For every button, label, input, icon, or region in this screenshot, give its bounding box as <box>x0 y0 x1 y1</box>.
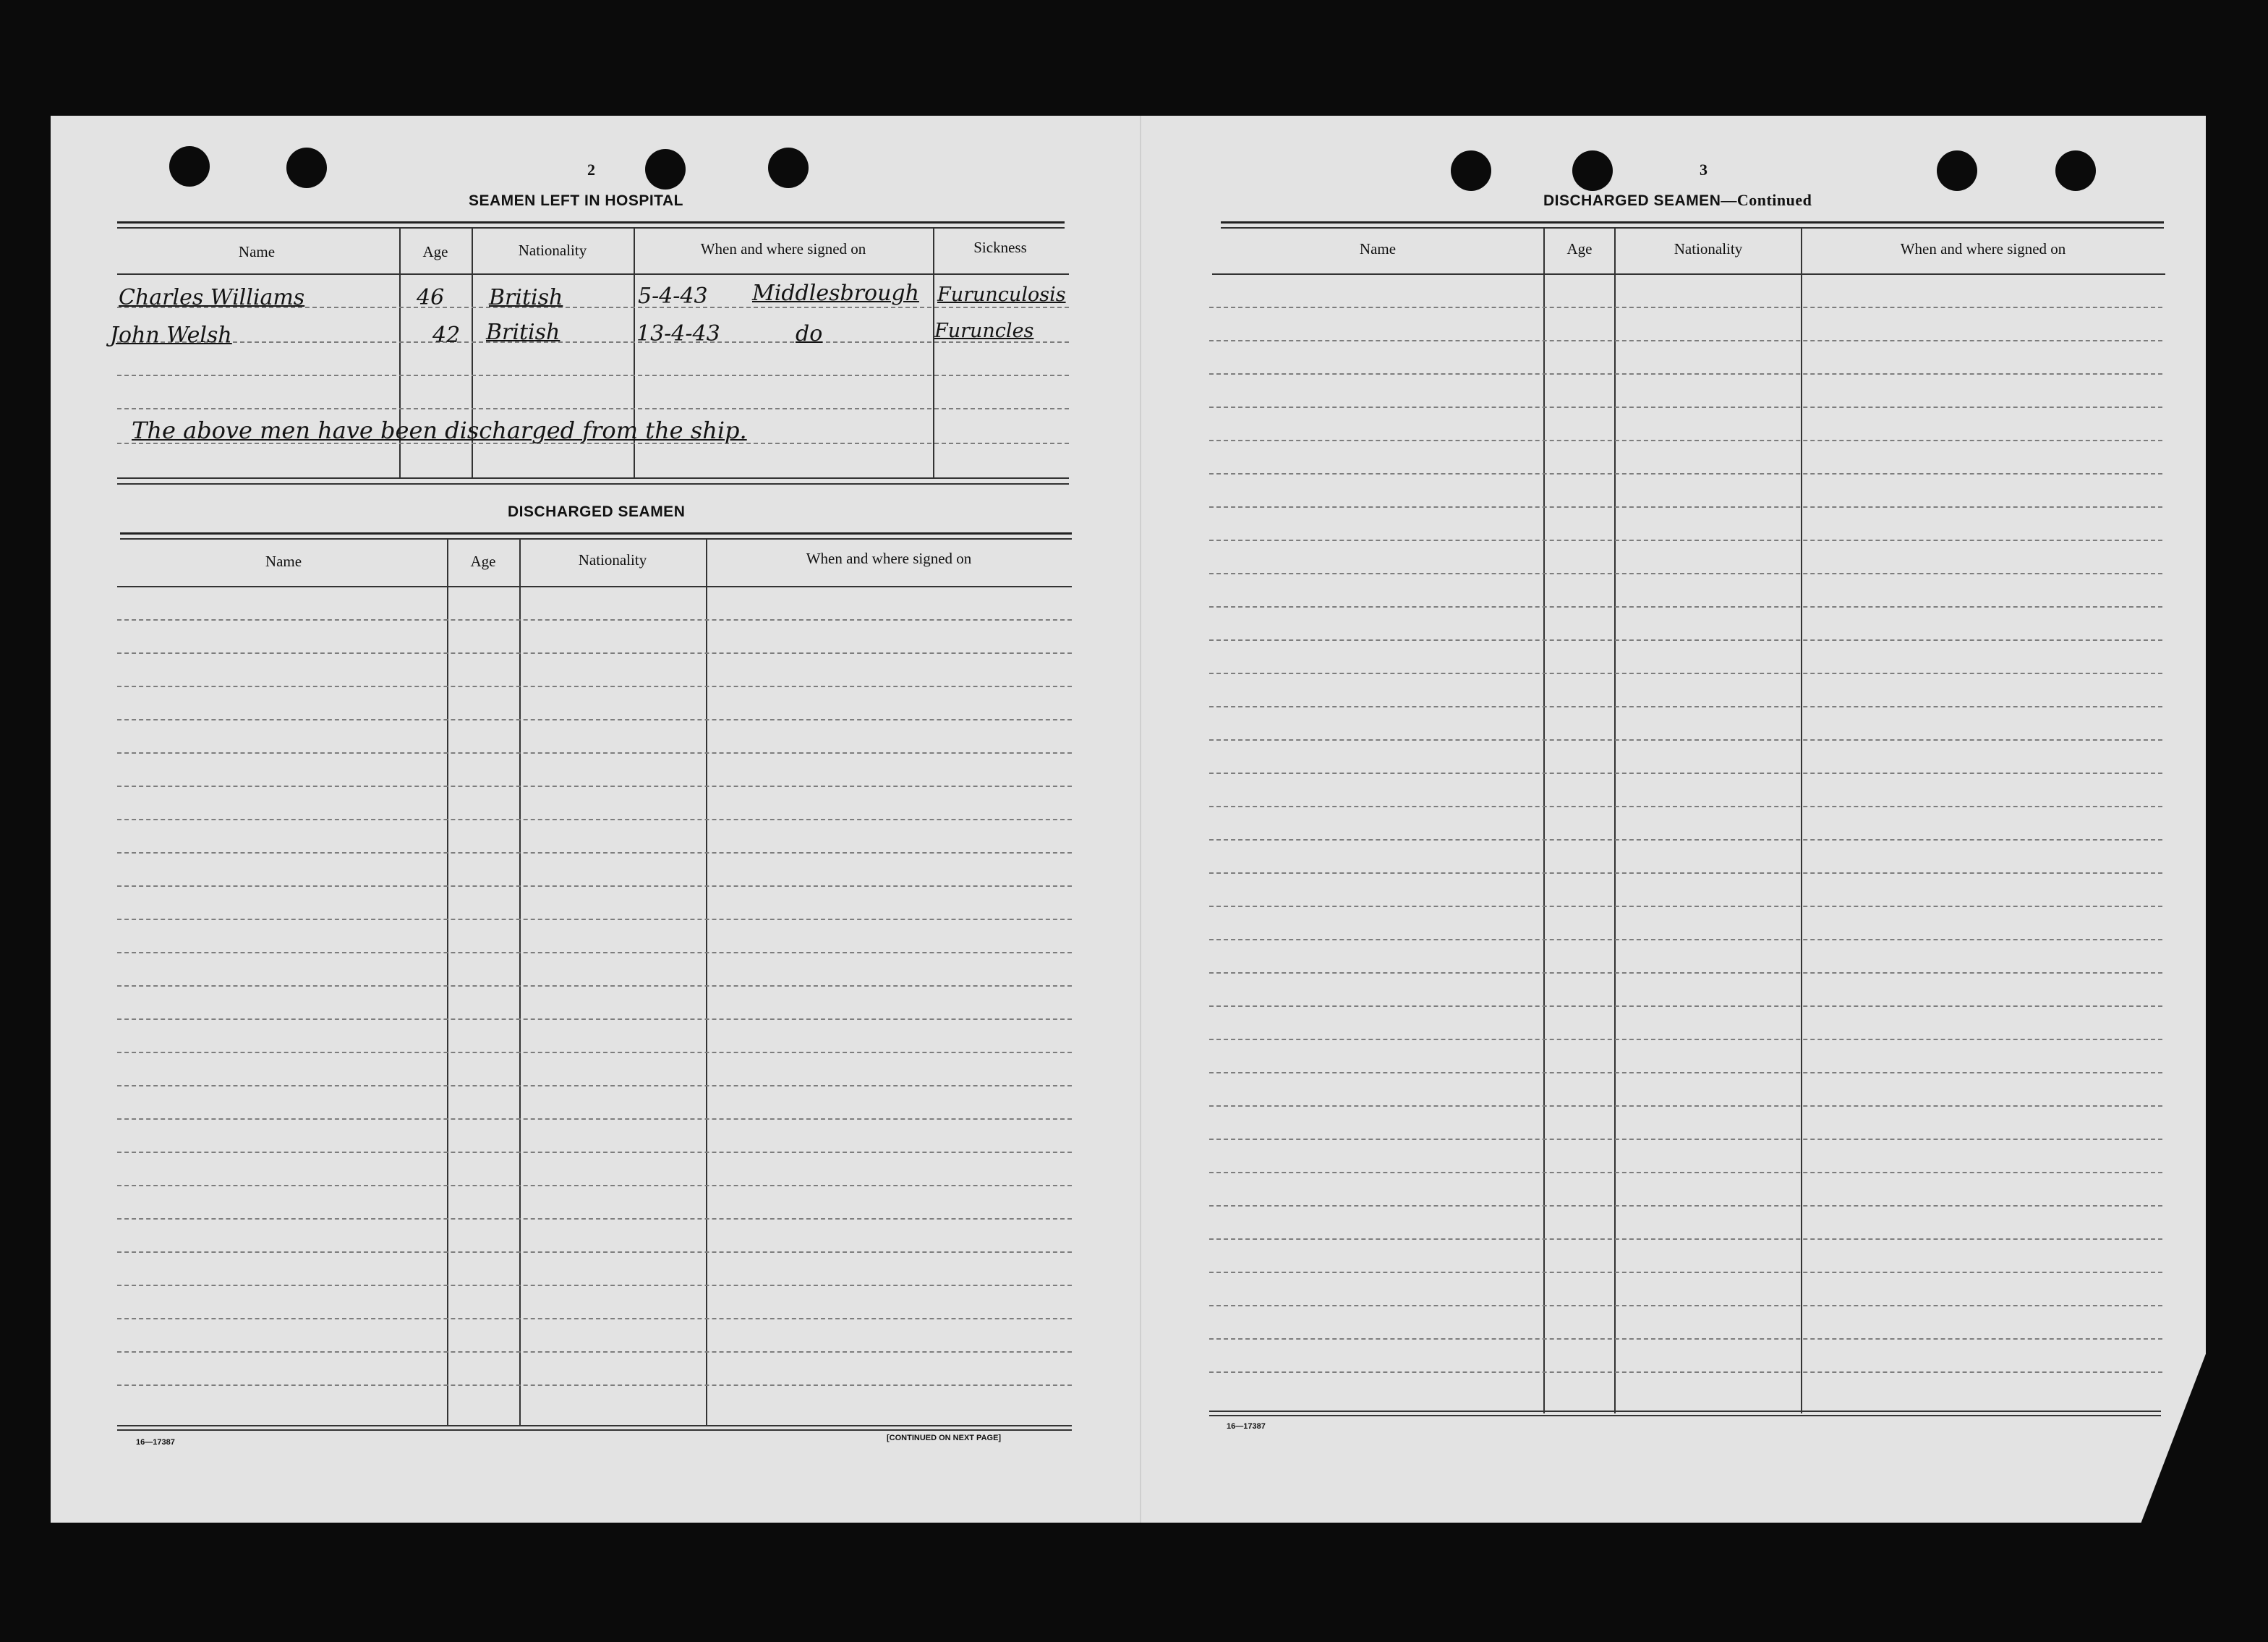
ruled-line <box>117 1384 1072 1386</box>
ruled-line <box>117 1251 1072 1253</box>
discharged-col-divider <box>706 540 707 1426</box>
ruled-line <box>117 952 1072 953</box>
hospital-table-bottom-rule <box>117 483 1069 485</box>
ruled-line <box>1209 1238 2162 1240</box>
right-table-bottom-rule <box>1209 1415 2161 1416</box>
hospital-col-nationality: Nationality <box>518 242 587 259</box>
left-form-number: 16—17387 <box>136 1438 175 1447</box>
ruled-line <box>1209 340 2162 341</box>
right-col-nationality: Nationality <box>1674 240 1743 258</box>
hospital-entry-name: Charles Williams <box>119 285 305 310</box>
hospital-header-rule <box>117 273 1069 275</box>
hospital-entry-nationality: British <box>486 320 560 345</box>
ruled-line <box>117 1318 1072 1319</box>
ruled-line <box>1209 1072 2162 1073</box>
punch-hole <box>768 148 809 188</box>
punch-hole <box>1451 150 1491 191</box>
hospital-col-sickness: Sickness <box>973 239 1027 256</box>
discharged-table-top-rule <box>120 538 1072 540</box>
ruled-line <box>1209 1272 2162 1273</box>
right-col-name: Name <box>1359 240 1397 258</box>
discharged-table-top-rule <box>120 532 1072 535</box>
ruled-line <box>1209 440 2162 441</box>
ruled-line <box>117 686 1072 687</box>
ruled-line <box>1209 773 2162 774</box>
ruled-line <box>117 985 1072 987</box>
punch-hole <box>2055 150 2096 191</box>
right-title-continued: —Continued <box>1721 191 1812 209</box>
ruled-line <box>117 1351 1072 1353</box>
ruled-line <box>117 852 1072 854</box>
punch-hole <box>169 146 210 187</box>
discharged-col-divider <box>519 540 521 1426</box>
ruled-line <box>117 719 1072 720</box>
hospital-table-bottom-rule <box>117 477 1069 479</box>
punch-hole <box>1937 150 1977 191</box>
right-col-signed-on: When and where signed on <box>1900 240 2066 258</box>
ruled-line <box>1209 806 2162 807</box>
ruled-line <box>1209 1338 2162 1340</box>
ruled-line <box>1209 407 2162 408</box>
hospital-entry-sickness: Furuncles <box>934 320 1034 342</box>
ruled-line <box>1209 1172 2162 1173</box>
punch-hole <box>286 148 327 188</box>
ruled-line <box>1209 1305 2162 1306</box>
ruled-line <box>117 1218 1072 1220</box>
ruled-line <box>1209 673 2162 674</box>
ruled-line <box>117 1118 1072 1120</box>
ruled-line <box>117 408 1069 409</box>
ruled-line <box>1209 839 2162 841</box>
ruled-line <box>1209 906 2162 907</box>
hospital-col-name: Name <box>238 243 276 260</box>
right-table-bottom-rule <box>1209 1411 2161 1412</box>
ruled-line <box>1209 1371 2162 1373</box>
right-header-rule <box>1212 273 2165 275</box>
discharged-col-name: Name <box>265 553 302 570</box>
ruled-line <box>117 619 1072 621</box>
ruled-line <box>1209 606 2162 608</box>
hospital-entry-sickness: Furunculosis <box>937 284 1066 306</box>
discharged-col-nationality: Nationality <box>578 551 647 569</box>
ruled-line <box>117 341 1069 343</box>
ruled-line <box>117 752 1072 754</box>
hospital-col-divider <box>933 229 934 477</box>
hospital-entry-date: 13-4-43 <box>636 321 720 346</box>
ruled-line <box>117 786 1072 787</box>
ruled-line <box>1209 506 2162 508</box>
right-page-number: 3 <box>1700 161 1708 179</box>
ruled-line <box>1209 872 2162 874</box>
ruled-line <box>117 1018 1072 1020</box>
ruled-line <box>117 652 1072 654</box>
hospital-entry-nationality: British <box>489 285 563 310</box>
hospital-table-top-rule <box>117 227 1065 229</box>
discharged-table-bottom-rule <box>117 1429 1072 1431</box>
ruled-line <box>1209 1005 2162 1007</box>
ruled-line <box>117 885 1072 887</box>
ruled-line <box>1209 473 2162 475</box>
ruled-line <box>117 1085 1072 1086</box>
right-col-age: Age <box>1566 240 1593 258</box>
right-table-top-rule <box>1221 221 2164 224</box>
right-table-top-rule <box>1221 227 2164 229</box>
hospital-col-age: Age <box>422 243 448 260</box>
hospital-entry-name: John Welsh <box>110 323 232 348</box>
ruled-line <box>1209 1039 2162 1040</box>
discharged-col-signed-on: When and where signed on <box>806 550 972 567</box>
left-page-number: 2 <box>587 161 595 179</box>
ruled-line <box>1209 540 2162 541</box>
hospital-entry-date: 5-4-43 <box>638 284 708 309</box>
hospital-entry-age: 46 <box>417 285 445 310</box>
hospital-discharge-note: The above men have been discharged from the ship. <box>132 417 747 444</box>
hospital-entry-place: do <box>796 321 823 346</box>
punch-hole <box>645 149 686 190</box>
discharged-col-divider <box>447 540 448 1426</box>
ruled-line <box>117 819 1072 820</box>
ruled-line <box>1209 739 2162 741</box>
ruled-line <box>1209 1205 2162 1207</box>
ruled-line <box>1209 939 2162 940</box>
right-section-title <box>1543 191 1812 210</box>
ruled-line <box>117 919 1072 920</box>
ruled-line <box>1209 307 2162 308</box>
discharged-col-age: Age <box>470 553 496 570</box>
ruled-line <box>1209 706 2162 707</box>
hospital-entry-place: Middlesbrough <box>752 281 919 306</box>
ruled-line <box>117 1285 1072 1286</box>
punch-hole <box>1572 150 1613 191</box>
continued-note: [CONTINUED ON NEXT PAGE] <box>887 1434 1002 1442</box>
ruled-line <box>1209 373 2162 375</box>
discharged-header-rule <box>117 586 1072 587</box>
ruled-line <box>1209 639 2162 641</box>
hospital-table-top-rule <box>117 221 1065 224</box>
ruled-line <box>117 1052 1072 1053</box>
ruled-line <box>1209 972 2162 974</box>
page-fold <box>1140 116 1141 1523</box>
ruled-line <box>117 375 1069 376</box>
hospital-col-signed-on: When and where signed on <box>700 240 866 258</box>
discharged-table-bottom-rule <box>117 1425 1072 1426</box>
ruled-line <box>117 1185 1072 1186</box>
ruled-line <box>1209 1139 2162 1140</box>
ruled-line <box>117 1152 1072 1153</box>
discharged-section-title: DISCHARGED SEAMEN <box>508 503 686 520</box>
hospital-section-title: SEAMEN LEFT IN HOSPITAL <box>469 192 683 209</box>
right-title-main: DISCHARGED SEAMEN <box>1543 192 1721 209</box>
ruled-line <box>1209 1105 2162 1107</box>
hospital-entry-age: 42 <box>432 323 461 348</box>
right-form-number: 16—17387 <box>1227 1422 1266 1431</box>
ruled-line <box>1209 573 2162 574</box>
